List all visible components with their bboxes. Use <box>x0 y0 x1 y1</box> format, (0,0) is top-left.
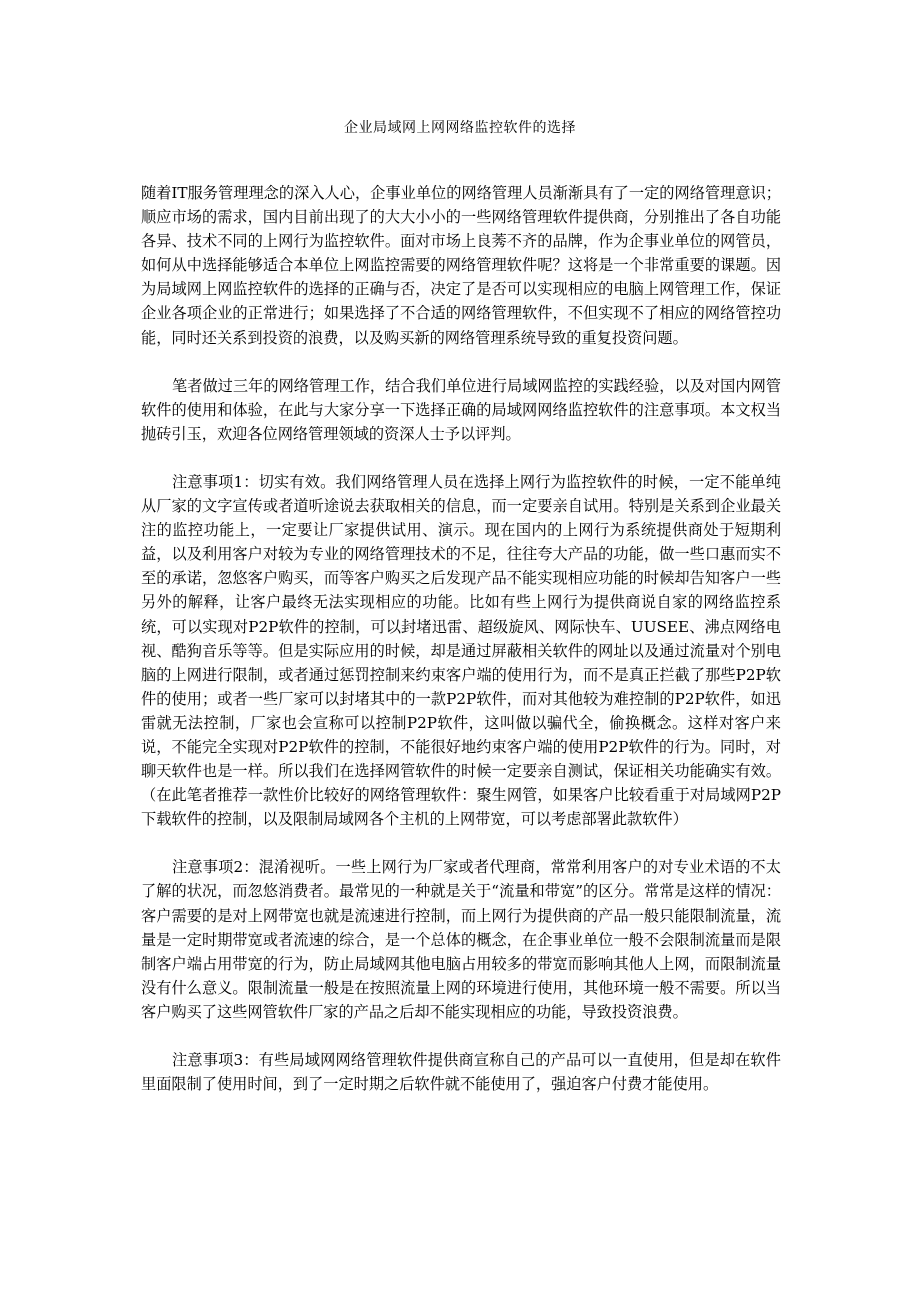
paragraph-item-2: 注意事项2：混淆视听。一些上网行为厂家或者代理商，常常利用客户的对专业术语的不太了解的状况，而忽悠消费者。最常见的一种就是关于“流量和带宽”的区分。常常是这样的情况：客户需要的是对上网带宽也就是流速进行控制，而上网行为提供商的产品一般只能限制流量，流量是一定时期带宽或者流速的综合，是一个总体的概念，在企事业单位一般不会限制流量而是限制客户端占用带宽的行为，防止局域网其他电脑占用较多的带宽而影响其他人上网，而限制流量没有什么意义。限制流量一般是在按照流量上网的环境进行使用，其他环境一般不需要。所以当客户购买了这些网管软件厂家的产品之后却不能实现相应的功能，导致投资浪费。 <box>141 858 781 1021</box>
paragraph-author-note: 笔者做过三年的网络管理工作，结合我们单位进行局域网监控的实践经验，以及对国内网管软件的使用和体验，在此与大家分享一下选择正确的局域网网络监控软件的注意事项。本文权当抛砖引玉，欢迎各位网络管理领域的资深人士予以评判。 <box>141 376 781 443</box>
document-title: 企业局域网上网网络监控软件的选择 <box>344 120 576 136</box>
paragraph-intro: 随着IT服务管理理念的深入人心，企事业单位的网络管理人员渐渐具有了一定的网络管理意识；顺应市场的需求，国内目前出现了的大大小小的一些网络管理软件提供商，分别推出了各自功能各异、技术不同的上网行为监控软件。面对市场上良莠不齐的品牌，作为企事业单位的网管员，如何从中选择能够适合本单位上网监控需要的网络管理软件呢？这将是一个非常重要的课题。因为局域网上网监控软件的选择的正确与否，决定了是否可以实现相应的电脑上网管理工作，保证企业各项企业的正常进行；如果选择了不合适的网络管理软件，不但实现不了相应的网络管控功能，同时还关系到投资的浪费，以及购买新的网络管理系统导致的重复投资问题。 <box>141 184 781 347</box>
document-body <box>141 181 781 1120</box>
paragraph-item-1: 注意事项1：切实有效。我们网络管理人员在选择上网行为监控软件的时候，一定不能单纯从厂家的文字宣传或者道听途说去获取相关的信息，而一定要亲自试用。特别是关系到企业最关注的监控功能上，一定要让厂家提供试用、演示。现在国内的上网行为系统提供商处于短期利益，以及利用客户对较为专业的网络管理技术的不足，往往夸大产品的功能，做一些口惠而实不至的承诺，忽悠客户购买，而等客户购买之后发现产品不能实现相应功能的时候却告知客户一些另外的解释，让客户最终无法实现相应的功能。比如有些上网行为提供商说自家的网络监控系统，可以实现对P2P软件的控制，可以封堵迅雷、超级旋风、网际快车、UUSEE、沸点网络电视、酷狗音乐等等。但是实际应用的时候，却是通过屏蔽相关软件的网址以及通过流量对个别电脑的上网进行限制，或者通过惩罚控制来约束客户端的使用行为，而不是真正拦截了那些P2P软件的使用；或者一些厂家可以封堵其中的一款P2P软件，而对其他较为难控制的P2P软件，如迅雷就无法控制，厂家也会宣称可以控制P2P软件，这叫做以骗代全，偷换概念。这样对客户来说，不能完全实现对P2P软件的控制，不能很好地约束客户端的使用P2P软件的行为。同时，对聊天软件也是一样。所以我们在选择网管软件的时候一定要亲自测试，保证相关功能确实有效。（在此笔者推荐一款性价比较好的网络管理软件：聚生网管，如果客户比较看重于对局域网P2P下载软件的控制，以及限制局域网各个主机的上网带宽，可以考虑部署此款软件） <box>141 472 781 829</box>
paragraph-item-3: 注意事项3：有些局域网网络管理软件提供商宣称自己的产品可以一直使用，但是却在软件里面限制了使用时间，到了一定时期之后软件就不能使用了，强迫客户付费才能使用。 <box>141 1051 781 1094</box>
